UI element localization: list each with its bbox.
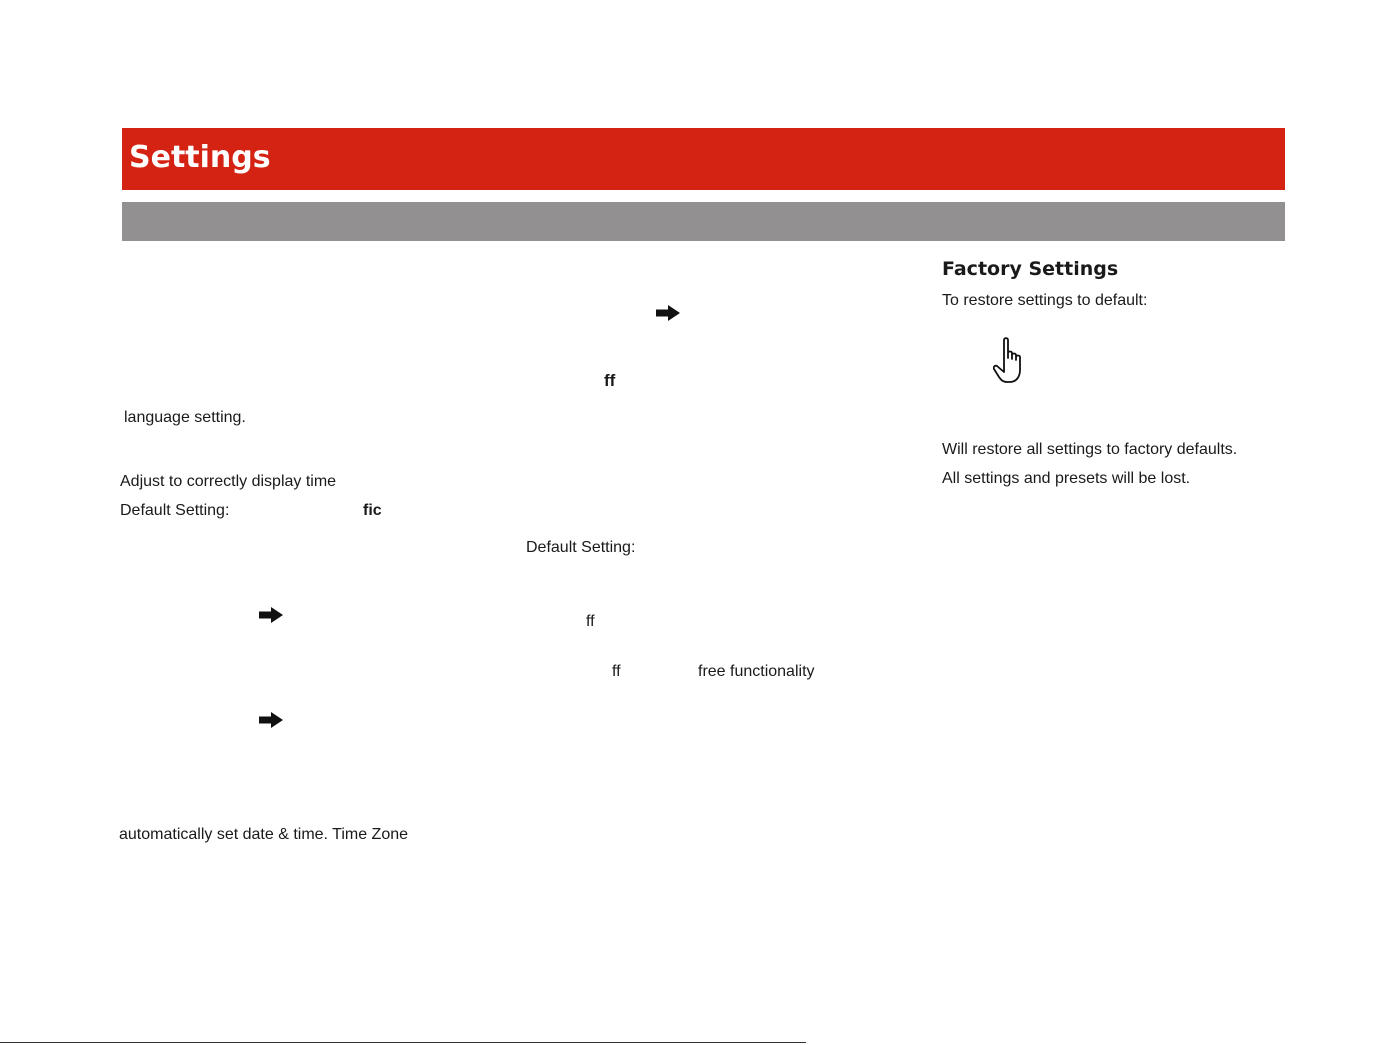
factory-settings-heading: Factory Settings	[942, 258, 1119, 280]
arrow-right-icon	[259, 712, 283, 728]
arrow-right-icon	[656, 305, 680, 321]
glyph-fic: fic	[363, 502, 382, 519]
default-setting-label-2: Default Setting:	[526, 539, 636, 556]
hand-pointer-icon	[993, 336, 1033, 386]
arrow-right-icon	[259, 607, 283, 623]
subheader-bar	[122, 202, 1285, 241]
page-title: Settings	[129, 140, 271, 175]
auto-date-time-text: automatically set date & time. Time Zone	[119, 826, 409, 843]
factory-lost-text: All settings and presets will be lost.	[942, 470, 1191, 487]
title-bar	[122, 128, 1285, 190]
glyph-ff: ff	[604, 371, 616, 390]
factory-restore-text: Will restore all settings to factory defaults.	[942, 441, 1238, 458]
free-functionality-text: free functionality	[698, 663, 815, 680]
default-setting-label: Default Setting:	[120, 502, 230, 519]
glyph-ff-3: ff	[612, 663, 621, 680]
glyph-ff-2: ff	[586, 613, 595, 630]
adjust-time-text: Adjust to correctly display time	[120, 473, 337, 490]
language-setting-text: language setting.	[124, 409, 246, 426]
bottom-rule	[0, 1042, 806, 1043]
factory-intro-text: To restore settings to default:	[942, 292, 1148, 309]
